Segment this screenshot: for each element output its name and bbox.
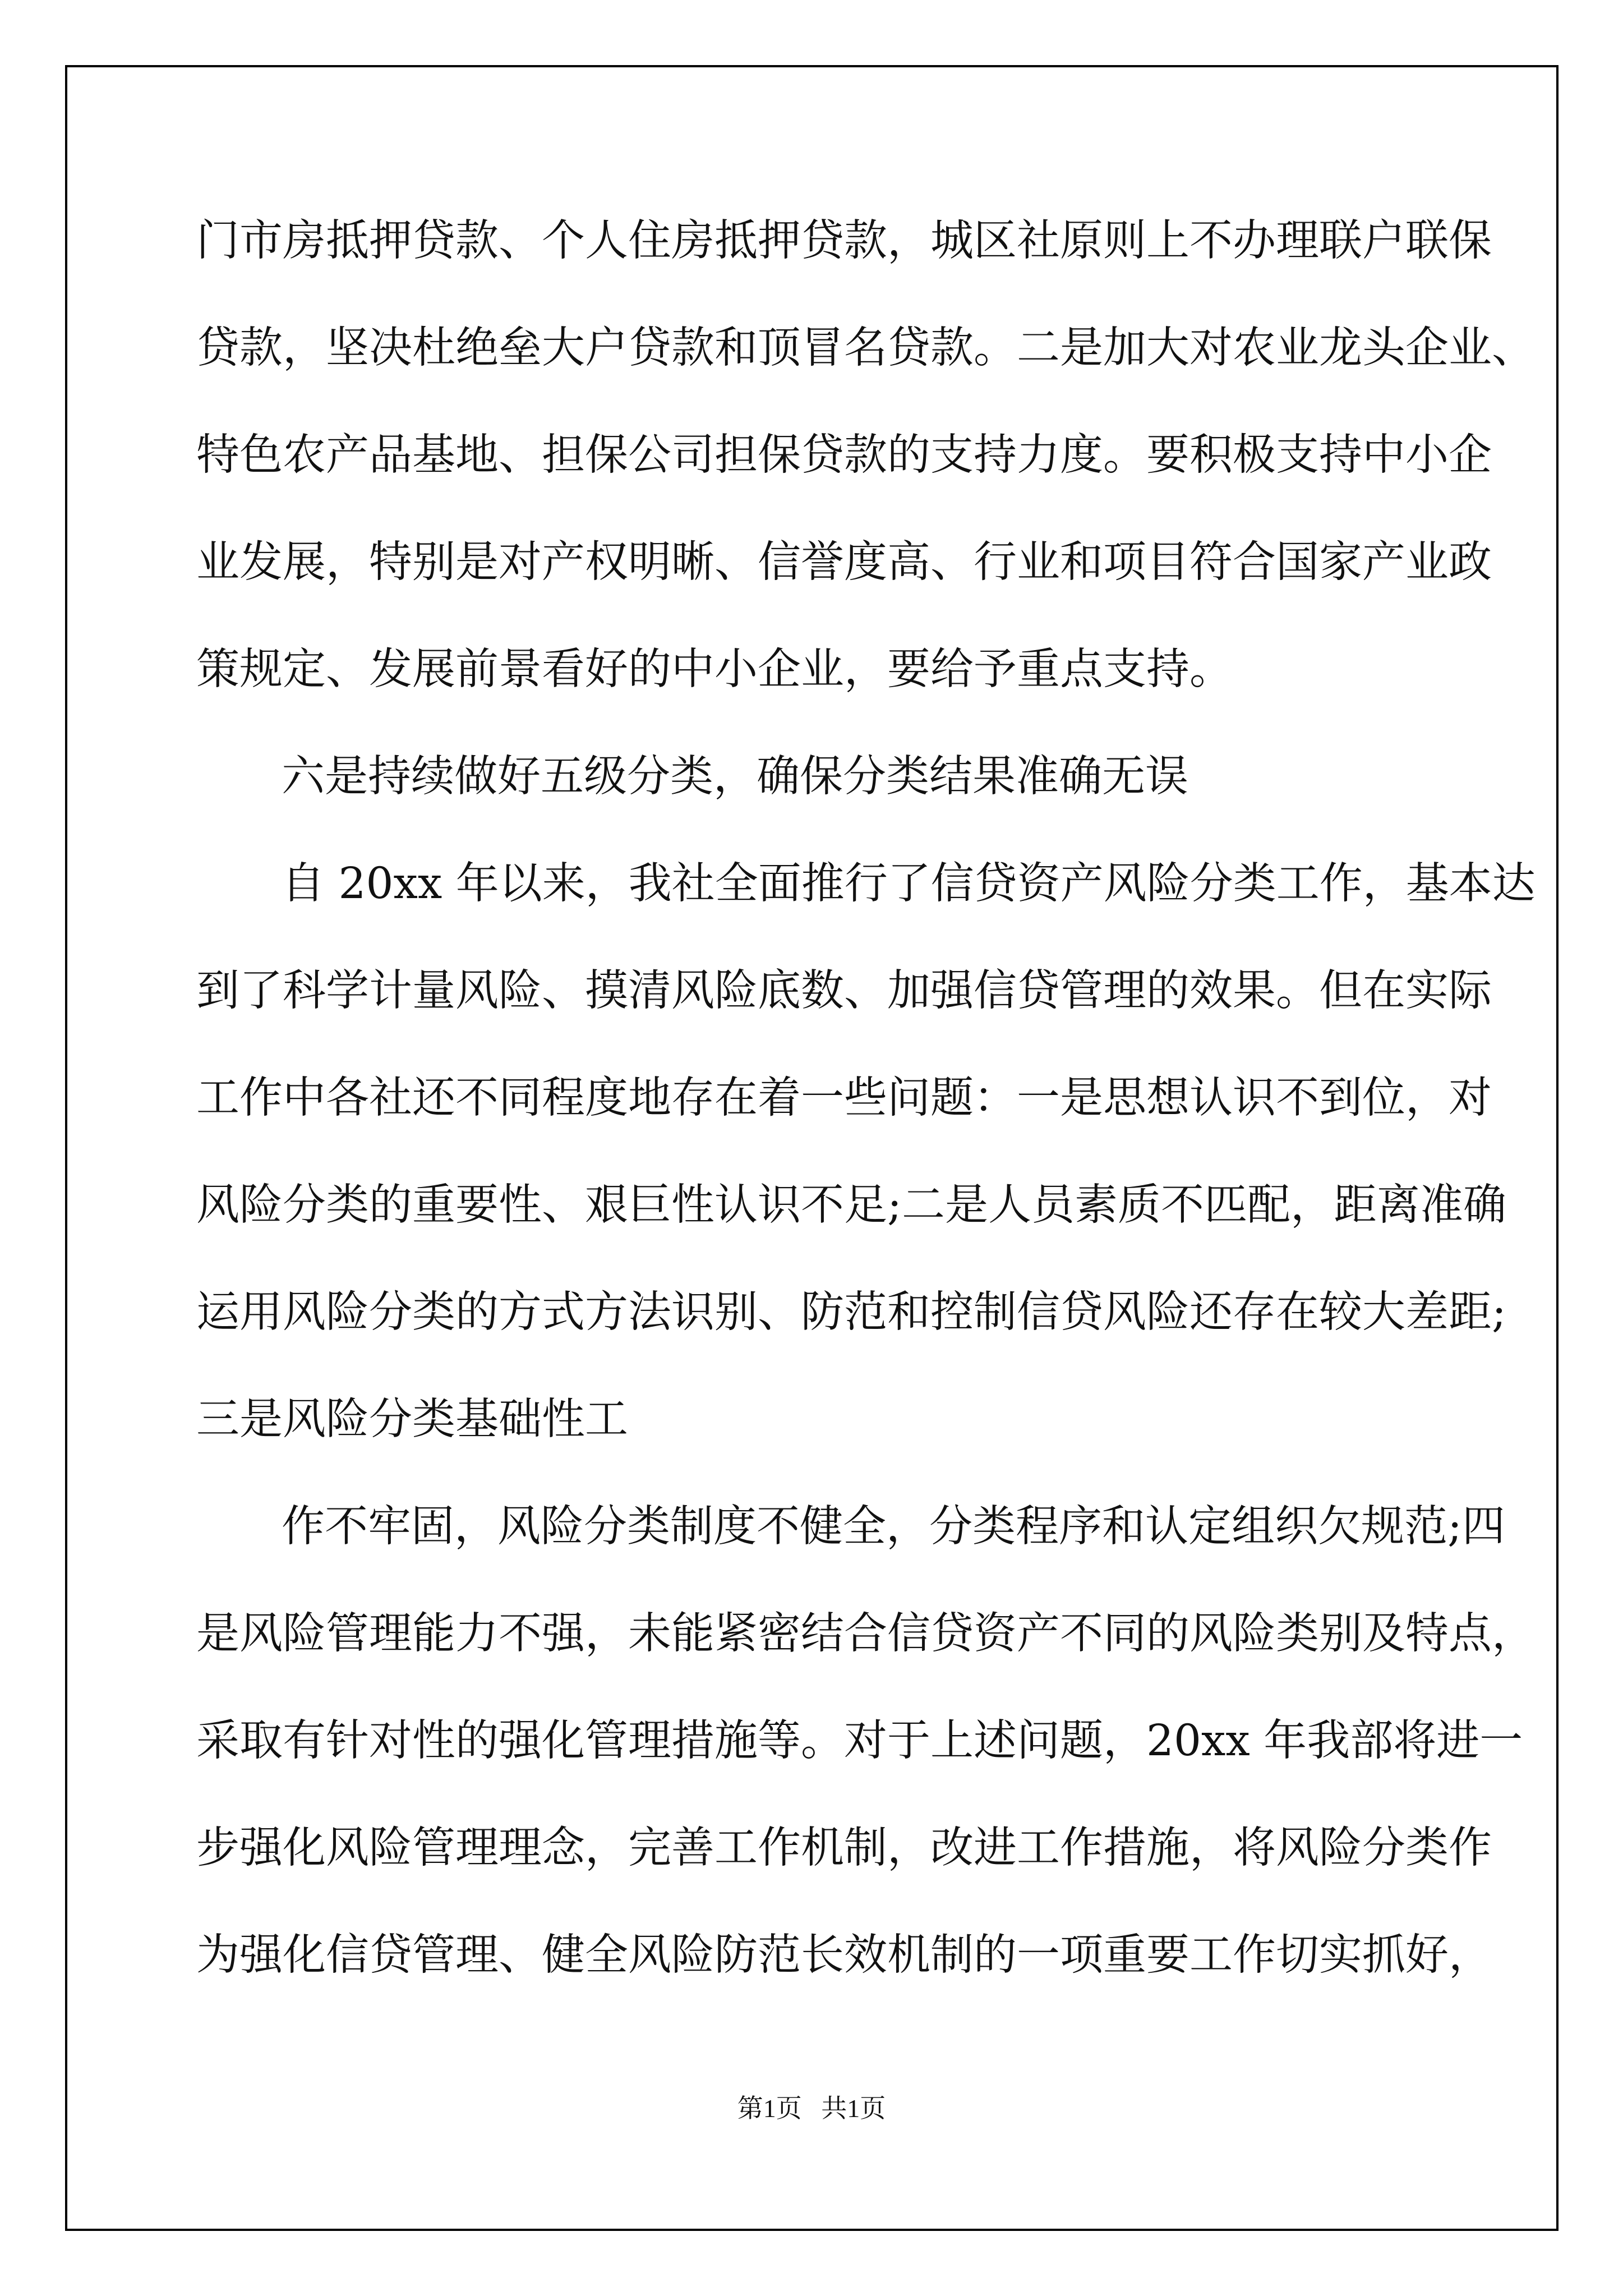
text-line: 运用风险分类的方式方法识别、防范和控制信贷风险还存在较大差距; <box>196 1287 1506 1337</box>
text-line: 到了科学计量风险、摸清风险底数、加强信贷管理的效果。但在实际 <box>196 966 1492 1016</box>
text-line: 策规定、发展前景看好的中小企业，要给予重点支持。 <box>196 645 1233 694</box>
text-line: 工作中各社还不同程度地存在着一些问题：一是思想认识不到位，对 <box>196 1073 1492 1123</box>
text-line: 门市房抵押贷款、个人住房抵押贷款，城区社原则上不办理联户联保 <box>196 216 1492 266</box>
text-line: 为强化信贷管理、健全风险防范长效机制的一项重要工作切实抓好， <box>196 1930 1492 1980</box>
text-line: 作不牢固，风险分类制度不健全，分类程序和认定组织欠规范;四 <box>282 1502 1505 1552</box>
page-number-footer: 第1页 共1页 <box>737 2094 886 2123</box>
text-line: 自 20xx 年以来，我社全面推行了信贷资产风险分类工作，基本达 <box>282 859 1536 909</box>
text-line: 步强化风险管理理念，完善工作机制，改进工作措施，将风险分类作 <box>196 1823 1492 1873</box>
text-line: 三是风险分类基础性工 <box>196 1395 628 1444</box>
section-heading: 六是持续做好五级分类，确保分类结果准确无误 <box>282 752 1188 802</box>
text-line: 贷款，坚决杜绝垒大户贷款和顶冒名贷款。二是加大对农业龙头企业、 <box>196 323 1535 373</box>
text-line: 采取有针对性的强化管理措施等。对于上述问题，20xx 年我部将进一 <box>196 1716 1523 1766</box>
text-line: 是风险管理能力不强，未能紧密结合信贷资产不同的风险类别及特点， <box>196 1609 1535 1659</box>
text-line: 特色农产品基地、担保公司担保贷款的支持力度。要积极支持中小企 <box>196 430 1492 480</box>
document-body <box>196 187 1536 2009</box>
text-line: 业发展，特别是对产权明晰、信誉度高、行业和项目符合国家产业政 <box>196 537 1492 587</box>
text-line: 风险分类的重要性、艰巨性认识不足;二是人员素质不匹配，距离准确 <box>196 1180 1506 1230</box>
